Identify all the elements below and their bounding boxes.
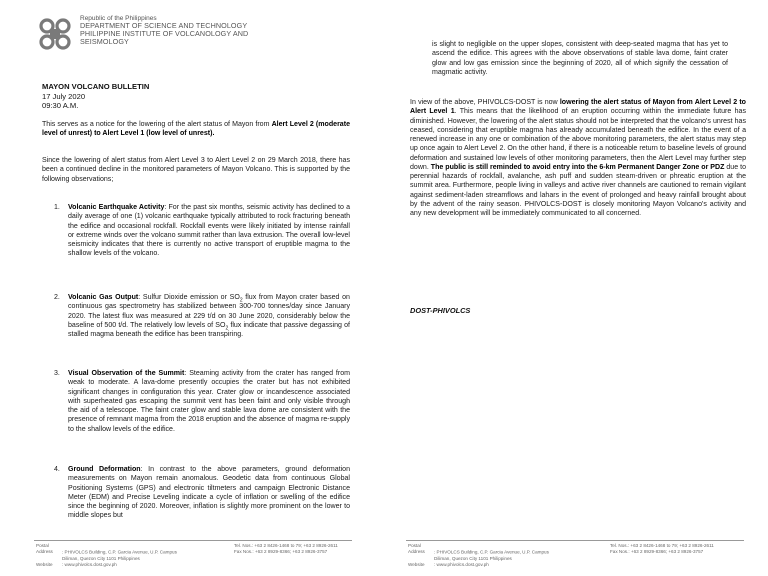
deformation-continuation: is slight to negligible on the upper slopes, consistent with deep-seated magma that has yet to ascend the edifice. This agrees with the above observations of stable lava dome, faint crater glow and low gas emission since the beginning of 2020, all of which signify the cessation of magmatic activity. bbox=[432, 41, 728, 76]
intro-alert-change: Alert Level 2 (moderate level of unrest) to Alert Level 1 (low level of unrest). bbox=[42, 121, 350, 138]
observation-text: flux indicate that passive degassing of stalled magma beneath the edifice has been transpiring. bbox=[68, 321, 350, 338]
institute-name-line2: SEISMOLOGY bbox=[80, 37, 129, 47]
intro-text: This serves as a notice for the lowering of the alert status of Mayon from bbox=[42, 121, 272, 128]
website-url[interactable]: : www.phivolcs.dost.gov.ph bbox=[62, 562, 117, 568]
postal-line1: : PHIVOLCS Building, C.P. Garcia Avenue, U.P. Campus bbox=[62, 549, 177, 555]
signature: DOST-PHIVOLCS bbox=[410, 306, 471, 315]
observation-number: 4. bbox=[54, 466, 60, 473]
fax-numbers: Fax Nos.: +63 2 8929-8366; +63 2 8926-3757 bbox=[610, 549, 704, 555]
bulletin-time: 09:30 A.M. bbox=[42, 101, 79, 110]
footer-postal bbox=[36, 543, 236, 569]
intro-paragraph bbox=[42, 120, 350, 139]
postal-label: Postal Address bbox=[408, 543, 425, 555]
context-paragraph: Since the lowering of alert status from Alert Level 3 to Alert Level 2 on 29 March 2018, there has been a continued decline in the monitored parameters of Mayon Volcano. This is supported by the following observations; bbox=[42, 157, 350, 183]
postal-line2: Diliman, Quezon City 1101 Philippines bbox=[62, 555, 140, 561]
website-url[interactable]: : www.phivolcs.dost.gov.ph bbox=[434, 562, 489, 568]
telephone-numbers: Tel. Nos.: +63 2 8426-1468 to 79; +63 2 8926-2611 bbox=[610, 543, 714, 548]
observation-item bbox=[54, 369, 350, 434]
subscript: 2 bbox=[239, 297, 243, 304]
conclusion-text: due to perennial hazards of rockfall, avalanche, ash puff and sudden steam-driven or phreatic eruption at the summit area. Furthermore, people living in valleys and active river channels are cautioned to remain vigilant against sediment-laden streamflows and lahars in the event of prolonged and heavy rainfall brought about by the advent of the rainy season. PHIVOLCS-DOST is closely monitoring Mayon Volcano's activity and any new development will be immediately communicated to all concerned. bbox=[410, 163, 746, 217]
conclusion-paragraph bbox=[410, 98, 746, 218]
observation-number: 1. bbox=[54, 204, 60, 211]
website-label: Website bbox=[408, 562, 425, 568]
bulletin-page-2 bbox=[384, 0, 768, 576]
bulletin-title: MAYON VOLCANO BULLETIN bbox=[42, 82, 150, 91]
postal-line2: Diliman, Quezon City 1101 Philippines bbox=[434, 555, 512, 561]
observation-title: Volcanic Gas Output bbox=[68, 294, 139, 301]
observation-item bbox=[54, 465, 350, 521]
conclusion-text: . This means that the likelihood of an eruption occurring within the immediate future has diminished. However, the lowering of the alert status should not be interpreted that the volcano's unrest has ceased, considering that eruptible magma has already accumulated beneath the edifice. In the event of a renewed increase in any one or combination of the above monitoring parameters, the alert status may step up once again to Alert Level 2. On the other hand, if there is a noticeable return to baseline levels of ground deformation and sustained low levels of other monitoring parameters, then the Alert Level may further step down. bbox=[410, 108, 746, 171]
observation-text: flux from Mayon crater based on continuous gas spectrometry has stabilized between 300-700 tonnes/day since January 2020. The latest flux was measured at 229 t/d on 30 June 2020, considerably below the baseline of 500 t/d. The relatively low levels of SO bbox=[68, 294, 350, 329]
conclusion-text: In view of the above, PHIVOLCS-DOST is now bbox=[410, 99, 560, 106]
fax-numbers: Fax Nos.: +63 2 8929-8366; +63 2 8926-3757 bbox=[234, 549, 328, 555]
conclusion-alert-change: lowering the alert status of Mayon from Alert Level 2 to Alert Level 1 bbox=[410, 99, 746, 116]
agency-header bbox=[80, 15, 370, 46]
bulletin-date: 17 July 2020 bbox=[42, 92, 86, 101]
footer-divider bbox=[406, 540, 744, 541]
department-name: DEPARTMENT OF SCIENCE AND TECHNOLOGY bbox=[80, 21, 248, 31]
dost-logo-icon bbox=[37, 16, 73, 52]
observation-number: 2. bbox=[54, 294, 60, 301]
observation-item bbox=[54, 203, 350, 259]
pdz-reminder: The public is still reminded to avoid entry into the 6-km Permanent Danger Zone or PDZ bbox=[430, 163, 725, 171]
observation-item bbox=[54, 293, 350, 339]
observation-title: Ground Deformation bbox=[68, 466, 141, 473]
website-label: Website bbox=[36, 562, 53, 568]
observation-text: : Steaming activity from the crater has ranged from weak to moderate. A lava-dome presently occupies the crater but has not exhibited significant changes in configuration this year. Crater glow or incandescence associated with superheated gas escaping the summit vent has been faint and only visible through the aid of a telescope. The faint crater glow and stable lava dome are consistent with the presence of remnant magma from the 2018 eruption and the absence of magma re-supply to the shallow levels of the edifice. bbox=[68, 370, 350, 433]
observation-title: Visual Observation of the Summit bbox=[68, 370, 185, 377]
footer-divider bbox=[34, 540, 352, 541]
country-name: Republic of the Philippines bbox=[80, 15, 157, 22]
observation-title: Volcanic Earthquake Activity bbox=[68, 204, 165, 211]
institute-name-line1: PHILIPPINE INSTITUTE OF VOLCANOLOGY AND bbox=[80, 29, 249, 39]
telephone-numbers: Tel. Nos.: +63 2 8426-1468 to 79; +63 2 8926-2611 bbox=[234, 543, 338, 548]
observation-text: : For the past six months, seismic activity has declined to a daily average of one (1) volcanic earthquake typically attributed to rock fracturing beneath the edifice and occasional rockfall. Rockfall events were likely initiated by intense rainfall or extreme winds over the volcano summit rather than lava extrusion. The overall low-level seismicity indicates that there is currently no active transport of eruptible magma to the shallow levels of the volcano. bbox=[68, 204, 350, 258]
footer-contacts bbox=[610, 543, 760, 556]
footer-contacts bbox=[234, 543, 379, 556]
observation-number: 3. bbox=[54, 370, 60, 377]
observation-text: : In contrast to the above parameters, ground deformation measurements on Mayon remain anomalous. Geodetic data from continuous Global Positioning Systems (GPS) and electronic tiltmeters and campaign Electronic Distance Meter (EDM) and Precise Leveling indicate a cycle of inflation or swelling of the edifice since the beginning of 2020. Moreover, inflation is slightly more prominent on the lower to middle slopes but bbox=[68, 466, 350, 520]
postal-line1: : PHIVOLCS Building, C.P. Garcia Avenue, U.P. Campus bbox=[434, 549, 549, 555]
postal-label: Postal Address bbox=[36, 543, 53, 555]
footer-postal bbox=[408, 543, 608, 569]
observation-text: : Sulfur Dioxide emission or SO bbox=[138, 294, 240, 301]
subscript: 2 bbox=[225, 325, 229, 332]
